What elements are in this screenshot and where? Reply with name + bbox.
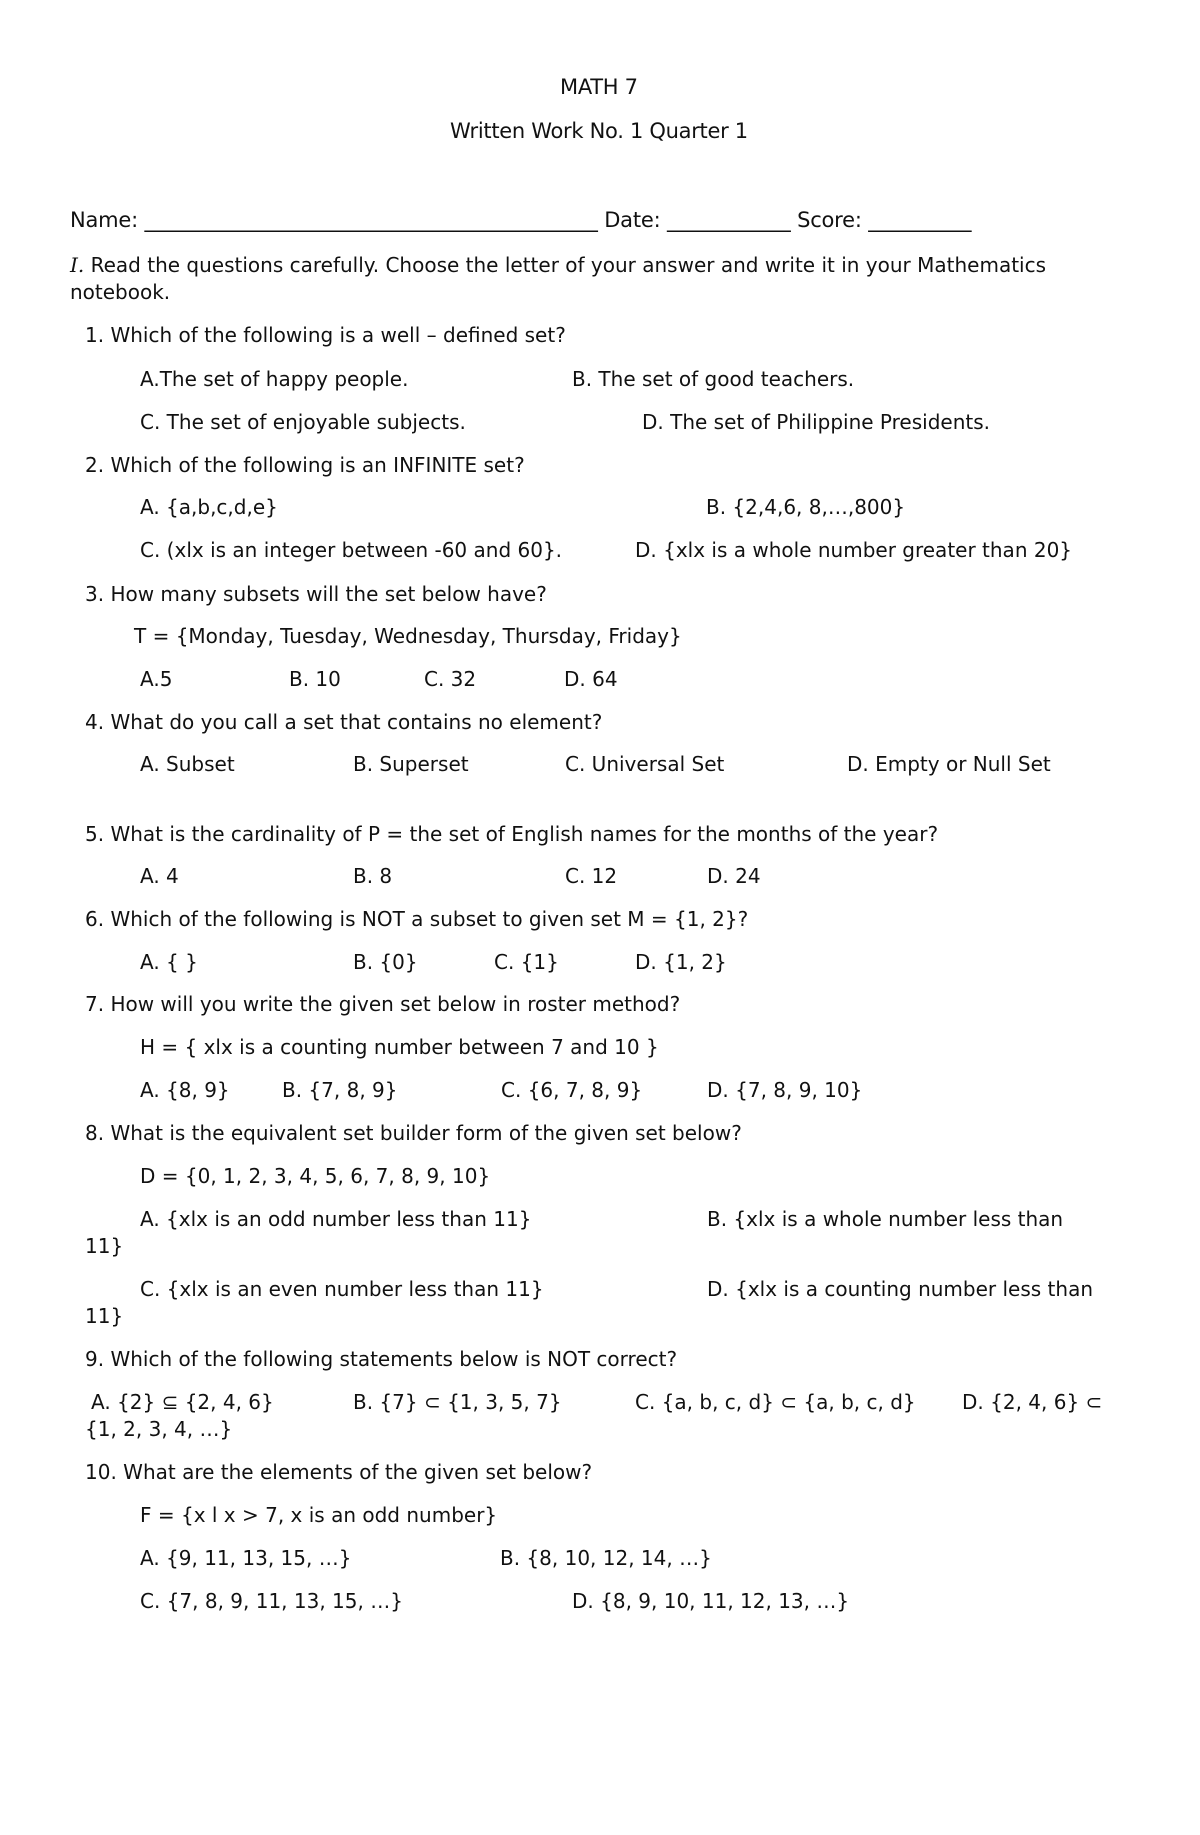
choice-a: A. {xlx is an odd number less than 11} [140,1207,532,1231]
question-stem: 3. How many subsets will the set below have? [85,582,547,606]
choice-c: C. {1} [494,950,559,974]
choice-b: B. Superset [353,752,469,776]
score-blank: __________ [868,208,972,232]
choice-b: B. {7, 8, 9} [282,1078,398,1102]
choice-d: D. {7, 8, 9, 10} [707,1078,863,1102]
name-label: Name: [70,208,139,232]
choice-c: C. 32 [424,667,477,691]
choice-b-continued: 11} [85,1234,124,1258]
choice-d: D. {1, 2} [635,950,727,974]
choice-d-continued: {1, 2, 3, 4, …} [85,1417,233,1441]
choice-b: B. {0} [353,950,418,974]
choice-a: A. {a,b,c,d,e} [140,495,278,519]
choice-d: D. 24 [707,864,761,888]
choice-b: B. {7} ⊂ {1, 3, 5, 7} [353,1390,562,1414]
question-stem: 4. What do you call a set that contains no element? [85,710,603,734]
date-blank: ____________ [666,208,791,232]
question-stem: 8. What is the equivalent set builder form of the given set below? [85,1121,742,1145]
choice-a: A. 4 [140,864,179,888]
choice-c: C. {a, b, c, d} ⊂ {a, b, c, d} [635,1390,916,1414]
given-set: F = {x l x > 7, x is an odd number} [140,1503,498,1527]
choice-c: C. (xlx is an integer between -60 and 60}. [140,538,563,562]
choice-d: D. Empty or Null Set [847,752,1051,776]
choice-a: A.The set of happy people. [140,367,409,391]
document-subtitle: Written Work No. 1 Quarter 1 [450,119,748,143]
choice-a: A. {2} ⊆ {2, 4, 6} [91,1390,274,1414]
choice-d: D. {xlx is a whole number greater than 20} [635,538,1073,562]
question-stem: 6. Which of the following is NOT a subset to given set M = {1, 2}? [85,907,749,931]
choice-c: C. {xlx is an even number less than 11} [140,1277,544,1301]
instructions-text: Read the questions carefully. Choose the letter of your answer and write it in your Mathematics notebook. [70,253,1047,304]
question-stem: 1. Which of the following is a well – defined set? [85,323,566,347]
choice-a: A. { } [140,950,198,974]
choice-d: D. {xlx is a counting number less than [707,1277,1094,1301]
given-set: T = {Monday, Tuesday, Wednesday, Thursday, Friday} [134,624,682,648]
choice-b: B. The set of good teachers. [572,367,855,391]
choice-a: A. {8, 9} [140,1078,230,1102]
choice-d: D. {8, 9, 10, 11, 12, 13, …} [572,1589,850,1613]
choice-b: B. {xlx is a whole number less than [707,1207,1064,1231]
section-numeral: I. [70,253,85,277]
choice-b: B. {2,4,6, 8,…,800} [706,495,906,519]
name-blank: ____________________________________________ [144,208,598,232]
question-stem: 5. What is the cardinality of P = the set of English names for the months of the year? [85,822,939,846]
student-info-line [70,207,971,233]
given-set: D = {0, 1, 2, 3, 4, 5, 6, 7, 8, 9, 10} [140,1164,491,1188]
choice-d: D. 64 [564,667,618,691]
choice-b: B. 10 [289,667,341,691]
choice-d: D. The set of Philippine Presidents. [642,410,990,434]
choice-a: A. Subset [140,752,235,776]
choice-d-continued: 11} [85,1304,124,1328]
choice-c: C. {6, 7, 8, 9} [501,1078,643,1102]
choice-c: C. Universal Set [565,752,725,776]
question-stem: 7. How will you write the given set below in roster method? [85,992,681,1016]
date-label: Date: [604,208,661,232]
choice-a: A.5 [140,667,173,691]
document-title: MATH 7 [560,75,638,99]
choice-a: A. {9, 11, 13, 15, …} [140,1546,352,1570]
choice-c: C. The set of enjoyable subjects. [140,410,466,434]
question-stem: 10. What are the elements of the given set below? [85,1460,593,1484]
choice-b: B. {8, 10, 12, 14, …} [500,1546,712,1570]
choice-c: C. {7, 8, 9, 11, 13, 15, …} [140,1589,403,1613]
choice-d: D. {2, 4, 6} ⊂ [962,1390,1103,1414]
instructions [70,252,1130,306]
question-stem: 9. Which of the following statements below is NOT correct? [85,1347,678,1371]
score-label: Score: [797,208,862,232]
choice-c: C. 12 [565,864,618,888]
question-stem: 2. Which of the following is an INFINITE set? [85,453,525,477]
choice-b: B. 8 [353,864,393,888]
given-set: H = { xlx is a counting number between 7 and 10 } [140,1035,659,1059]
